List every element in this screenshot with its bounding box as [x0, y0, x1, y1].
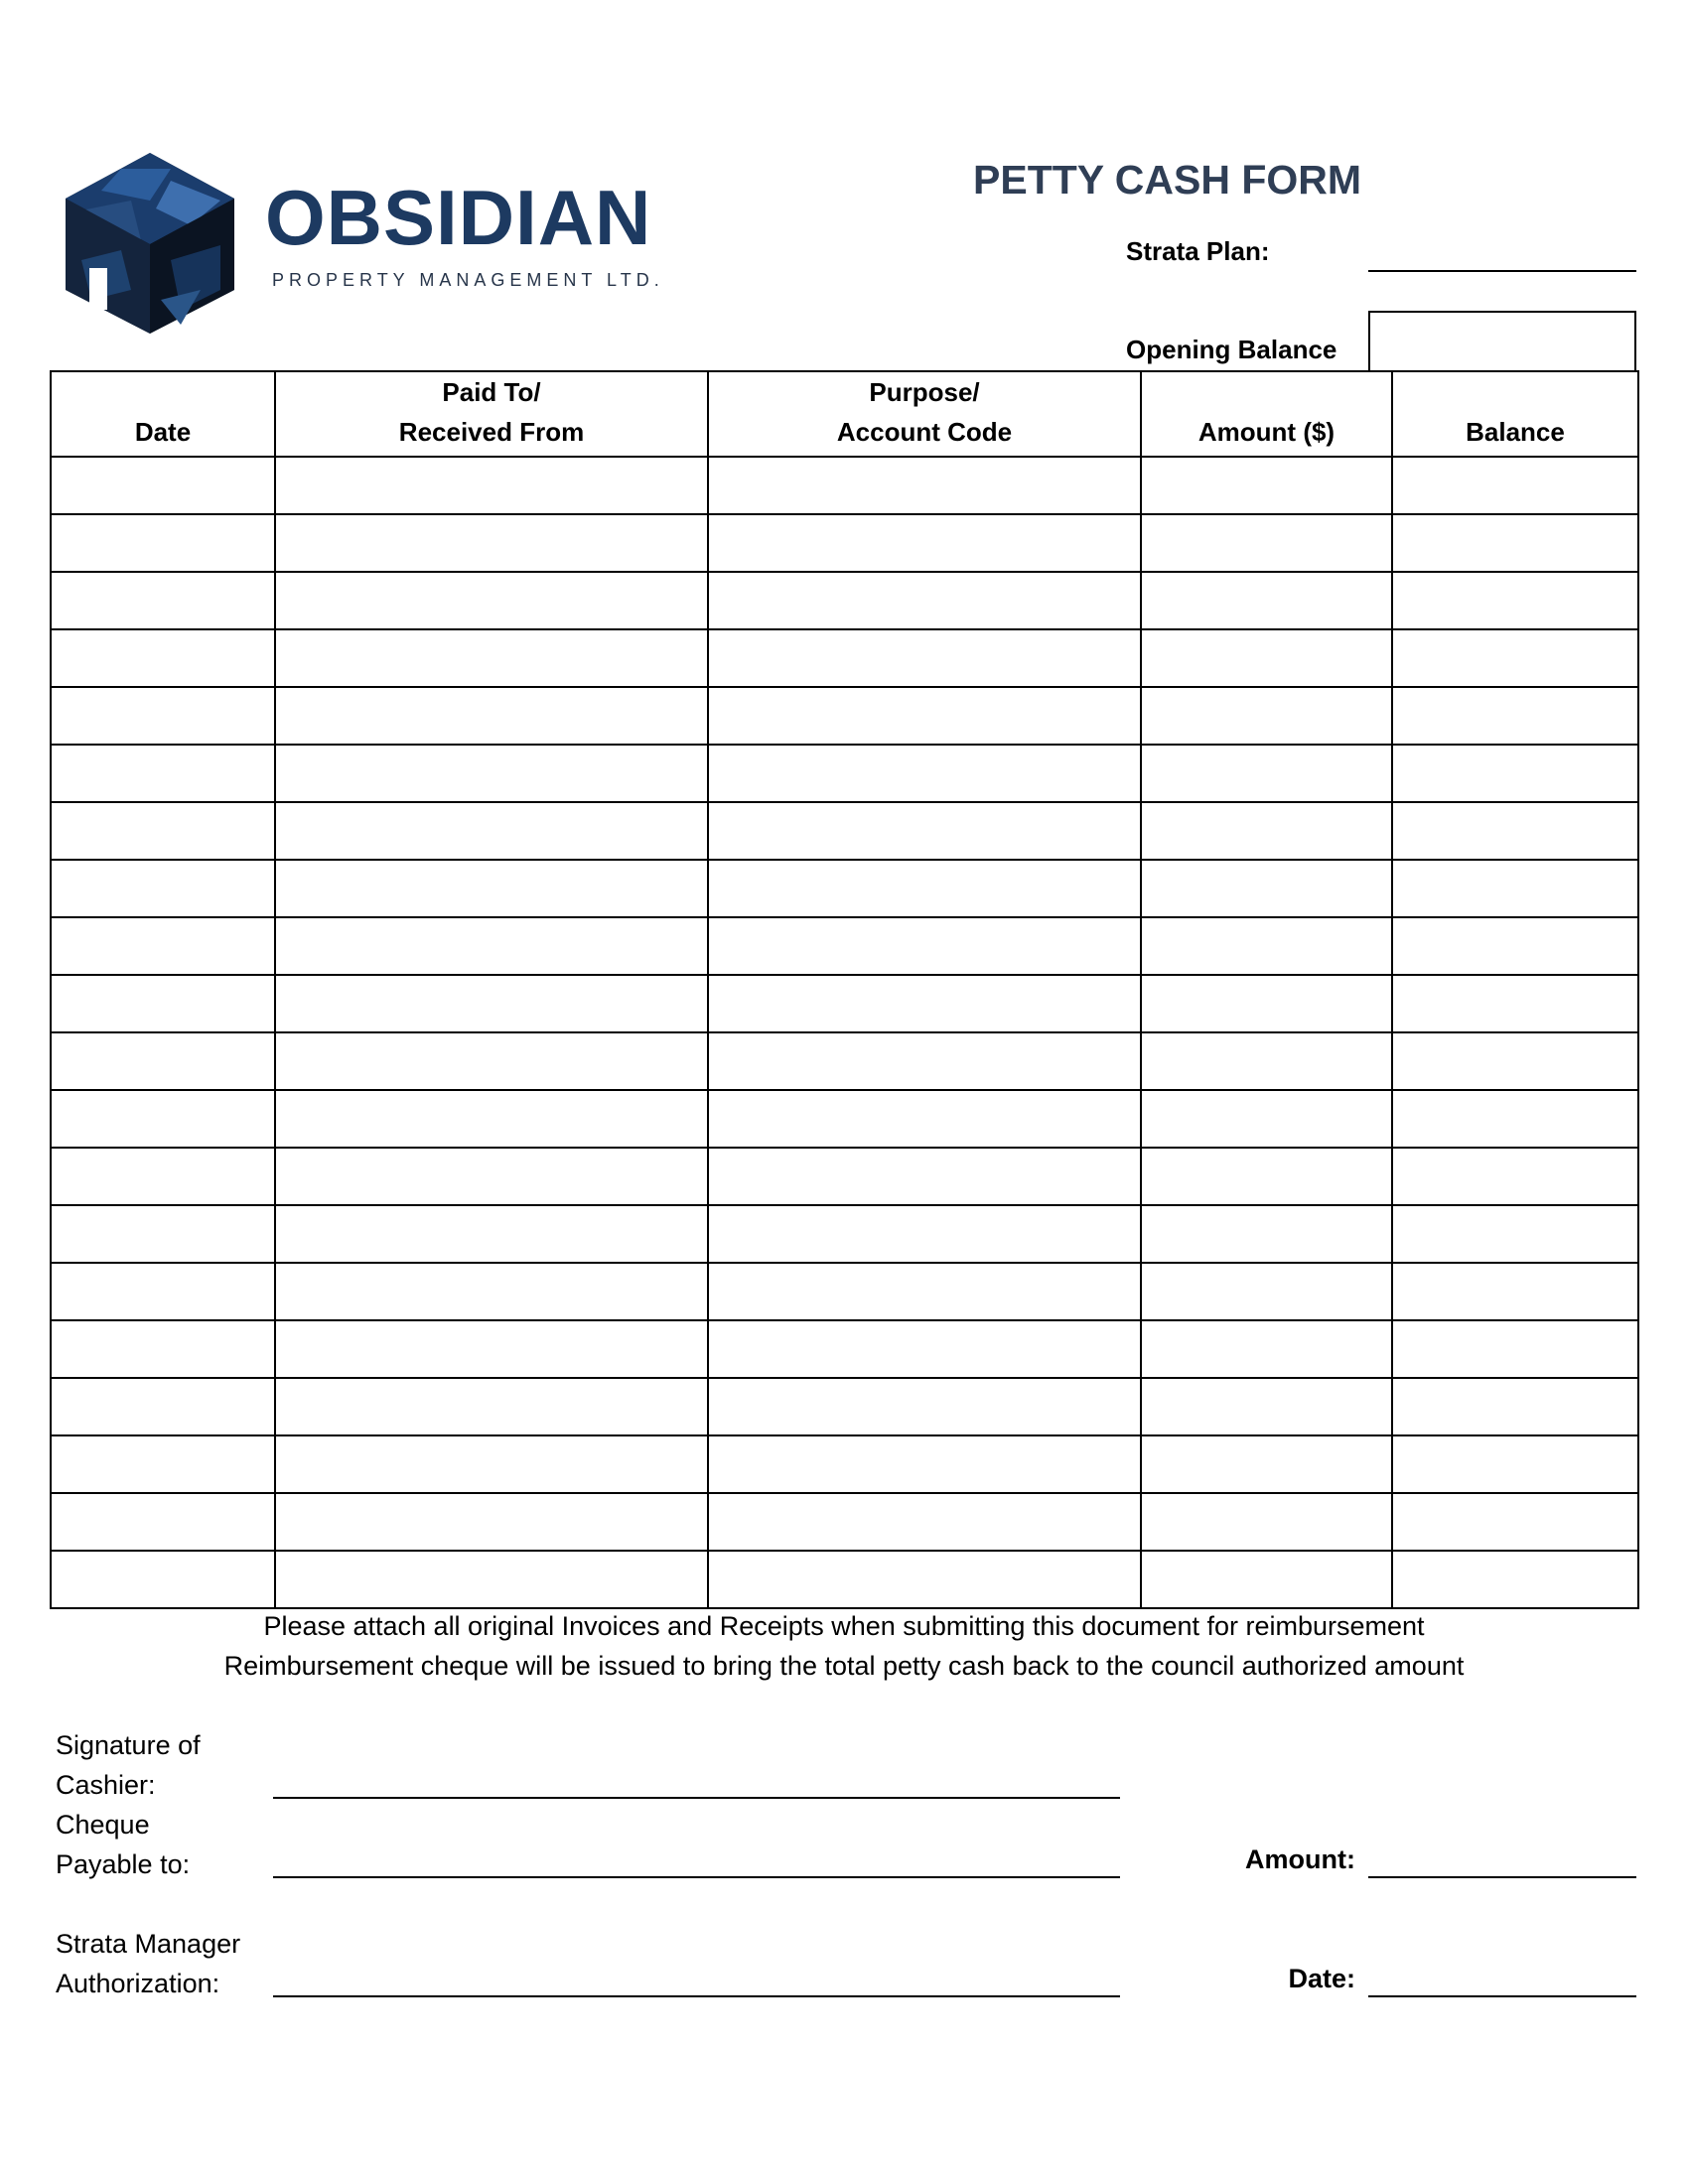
cheque-payable-label: Cheque Payable to: — [56, 1810, 191, 1879]
purpose-cell[interactable] — [708, 1551, 1141, 1608]
table-row — [51, 975, 1638, 1032]
signature-cashier-label: Signature of Cashier: — [56, 1730, 201, 1800]
date-cell[interactable] — [51, 1551, 275, 1608]
table-row — [51, 1263, 1638, 1320]
balance-cell[interactable] — [1392, 457, 1638, 514]
amount-cell[interactable] — [1141, 687, 1392, 745]
balance-cell[interactable] — [1392, 514, 1638, 572]
date-cell[interactable] — [51, 514, 275, 572]
date-cell[interactable] — [51, 1032, 275, 1090]
column-header-amount: Amount ($) — [1141, 371, 1392, 457]
table-row — [51, 687, 1638, 745]
strata-plan-field[interactable] — [1368, 270, 1636, 272]
date-cell[interactable] — [51, 572, 275, 629]
date-cell[interactable] — [51, 687, 275, 745]
purpose-cell[interactable] — [708, 1263, 1141, 1320]
brand-name: OBSIDIAN — [265, 174, 652, 261]
balance-cell[interactable] — [1392, 975, 1638, 1032]
purpose-cell[interactable] — [708, 1205, 1141, 1263]
table-row — [51, 1090, 1638, 1148]
date-cell[interactable] — [51, 1205, 275, 1263]
paid-to-cell[interactable] — [275, 745, 708, 802]
table-row — [51, 1148, 1638, 1205]
balance-cell[interactable] — [1392, 1493, 1638, 1551]
strata-manager-label: Strata Manager Authorization: — [56, 1929, 241, 1998]
paid-to-cell[interactable] — [275, 860, 708, 917]
purpose-cell[interactable] — [708, 1320, 1141, 1378]
cheque-payable-field[interactable] — [273, 1876, 1120, 1878]
paid-to-cell[interactable] — [275, 975, 708, 1032]
date-label: Date: — [1288, 1964, 1355, 1993]
table-row — [51, 1378, 1638, 1435]
instruction-note-attach: Please attach all original Invoices and Receipts when submitting this document for reimbursement — [263, 1611, 1425, 1641]
balance-cell[interactable] — [1392, 1320, 1638, 1378]
amount-field[interactable] — [1368, 1876, 1636, 1878]
date-cell[interactable] — [51, 1320, 275, 1378]
amount-cell[interactable] — [1141, 802, 1392, 860]
amount-cell[interactable] — [1141, 1378, 1392, 1435]
amount-cell[interactable] — [1141, 1263, 1392, 1320]
paid-to-cell[interactable] — [275, 572, 708, 629]
paid-to-cell[interactable] — [275, 687, 708, 745]
column-header-paid-to: Paid To/ Received From — [275, 371, 708, 457]
purpose-cell[interactable] — [708, 802, 1141, 860]
paid-to-cell[interactable] — [275, 1090, 708, 1148]
paid-to-cell[interactable] — [275, 1032, 708, 1090]
purpose-cell[interactable] — [708, 514, 1141, 572]
balance-cell[interactable] — [1392, 1205, 1638, 1263]
amount-cell[interactable] — [1141, 572, 1392, 629]
strata-plan-label: Strata Plan: — [1126, 236, 1270, 266]
table-row — [51, 629, 1638, 687]
date-cell[interactable] — [51, 629, 275, 687]
balance-cell[interactable] — [1392, 1090, 1638, 1148]
paid-to-cell[interactable] — [275, 1205, 708, 1263]
table-row — [51, 745, 1638, 802]
balance-cell[interactable] — [1392, 1435, 1638, 1493]
purpose-cell[interactable] — [708, 917, 1141, 975]
date-field[interactable] — [1368, 1995, 1636, 1997]
balance-cell[interactable] — [1392, 1148, 1638, 1205]
balance-cell[interactable] — [1392, 1263, 1638, 1320]
table-row — [51, 917, 1638, 975]
amount-cell[interactable] — [1141, 1205, 1392, 1263]
instruction-note-reimbursement: Reimbursement cheque will be issued to bring the total petty cash back to the council authorized amount — [223, 1651, 1465, 1681]
table-row — [51, 1551, 1638, 1608]
date-cell[interactable] — [51, 745, 275, 802]
purpose-cell[interactable] — [708, 687, 1141, 745]
amount-cell[interactable] — [1141, 1493, 1392, 1551]
amount-cell[interactable] — [1141, 1551, 1392, 1608]
paid-to-cell[interactable] — [275, 1435, 708, 1493]
table-body — [51, 457, 1638, 1608]
paid-to-cell[interactable] — [275, 802, 708, 860]
date-cell[interactable] — [51, 1493, 275, 1551]
date-cell[interactable] — [51, 1263, 275, 1320]
table-row — [51, 514, 1638, 572]
amount-cell[interactable] — [1141, 629, 1392, 687]
page-title: PETTY CASH FORM — [973, 157, 1362, 203]
purpose-cell[interactable] — [708, 1493, 1141, 1551]
balance-cell[interactable] — [1392, 687, 1638, 745]
balance-cell[interactable] — [1392, 860, 1638, 917]
date-cell[interactable] — [51, 917, 275, 975]
hexagon-cube-icon — [62, 151, 238, 335]
table-header-row — [51, 371, 1638, 457]
date-cell[interactable] — [51, 1148, 275, 1205]
purpose-cell[interactable] — [708, 745, 1141, 802]
amount-cell[interactable] — [1141, 917, 1392, 975]
table-row — [51, 802, 1638, 860]
balance-cell[interactable] — [1392, 917, 1638, 975]
balance-cell[interactable] — [1392, 745, 1638, 802]
balance-cell[interactable] — [1392, 1032, 1638, 1090]
column-header-purpose: Purpose/ Account Code — [708, 371, 1141, 457]
purpose-cell[interactable] — [708, 629, 1141, 687]
date-cell[interactable] — [51, 802, 275, 860]
balance-cell[interactable] — [1392, 1551, 1638, 1608]
amount-cell[interactable] — [1141, 514, 1392, 572]
purpose-cell[interactable] — [708, 860, 1141, 917]
signature-cashier-field[interactable] — [273, 1797, 1120, 1799]
table-row — [51, 572, 1638, 629]
amount-cell[interactable] — [1141, 1090, 1392, 1148]
table-row — [51, 1032, 1638, 1090]
paid-to-cell[interactable] — [275, 917, 708, 975]
paid-to-cell[interactable] — [275, 1551, 708, 1608]
paid-to-cell[interactable] — [275, 1148, 708, 1205]
date-cell[interactable] — [51, 1378, 275, 1435]
paid-to-cell[interactable] — [275, 1263, 708, 1320]
purpose-cell[interactable] — [708, 1090, 1141, 1148]
table-row — [51, 457, 1638, 514]
purpose-cell[interactable] — [708, 1148, 1141, 1205]
amount-cell[interactable] — [1141, 860, 1392, 917]
table-row — [51, 860, 1638, 917]
balance-cell[interactable] — [1392, 629, 1638, 687]
opening-balance-label: Opening Balance — [1126, 335, 1337, 364]
paid-to-cell[interactable] — [275, 514, 708, 572]
table-row — [51, 1493, 1638, 1551]
petty-cash-table — [50, 370, 1639, 1609]
purpose-cell[interactable] — [708, 457, 1141, 514]
amount-cell[interactable] — [1141, 1032, 1392, 1090]
balance-cell[interactable] — [1392, 572, 1638, 629]
purpose-cell[interactable] — [708, 1435, 1141, 1493]
purpose-cell[interactable] — [708, 572, 1141, 629]
balance-cell[interactable] — [1392, 1378, 1638, 1435]
paid-to-cell[interactable] — [275, 1378, 708, 1435]
amount-cell[interactable] — [1141, 975, 1392, 1032]
table-row — [51, 1205, 1638, 1263]
table-row — [51, 1435, 1638, 1493]
amount-label: Amount: — [1245, 1844, 1355, 1874]
amount-cell[interactable] — [1141, 1320, 1392, 1378]
paid-to-cell[interactable] — [275, 1320, 708, 1378]
amount-cell[interactable] — [1141, 1435, 1392, 1493]
date-cell[interactable] — [51, 1435, 275, 1493]
column-header-date: Date — [51, 371, 275, 457]
date-cell[interactable] — [51, 457, 275, 514]
balance-cell[interactable] — [1392, 802, 1638, 860]
date-cell[interactable] — [51, 1090, 275, 1148]
company-logo — [62, 151, 687, 335]
paid-to-cell[interactable] — [275, 1493, 708, 1551]
purpose-cell[interactable] — [708, 1378, 1141, 1435]
date-cell[interactable] — [51, 860, 275, 917]
strata-manager-field[interactable] — [273, 1995, 1120, 1997]
amount-cell[interactable] — [1141, 745, 1392, 802]
table-row — [51, 1320, 1638, 1378]
brand-tagline: PROPERTY MANAGEMENT LTD. — [272, 270, 664, 290]
date-cell[interactable] — [51, 975, 275, 1032]
paid-to-cell[interactable] — [275, 457, 708, 514]
purpose-cell[interactable] — [708, 975, 1141, 1032]
amount-cell[interactable] — [1141, 1148, 1392, 1205]
column-header-balance: Balance — [1392, 371, 1638, 457]
purpose-cell[interactable] — [708, 1032, 1141, 1090]
amount-cell[interactable] — [1141, 457, 1392, 514]
opening-balance-field[interactable] — [1368, 311, 1636, 370]
paid-to-cell[interactable] — [275, 629, 708, 687]
